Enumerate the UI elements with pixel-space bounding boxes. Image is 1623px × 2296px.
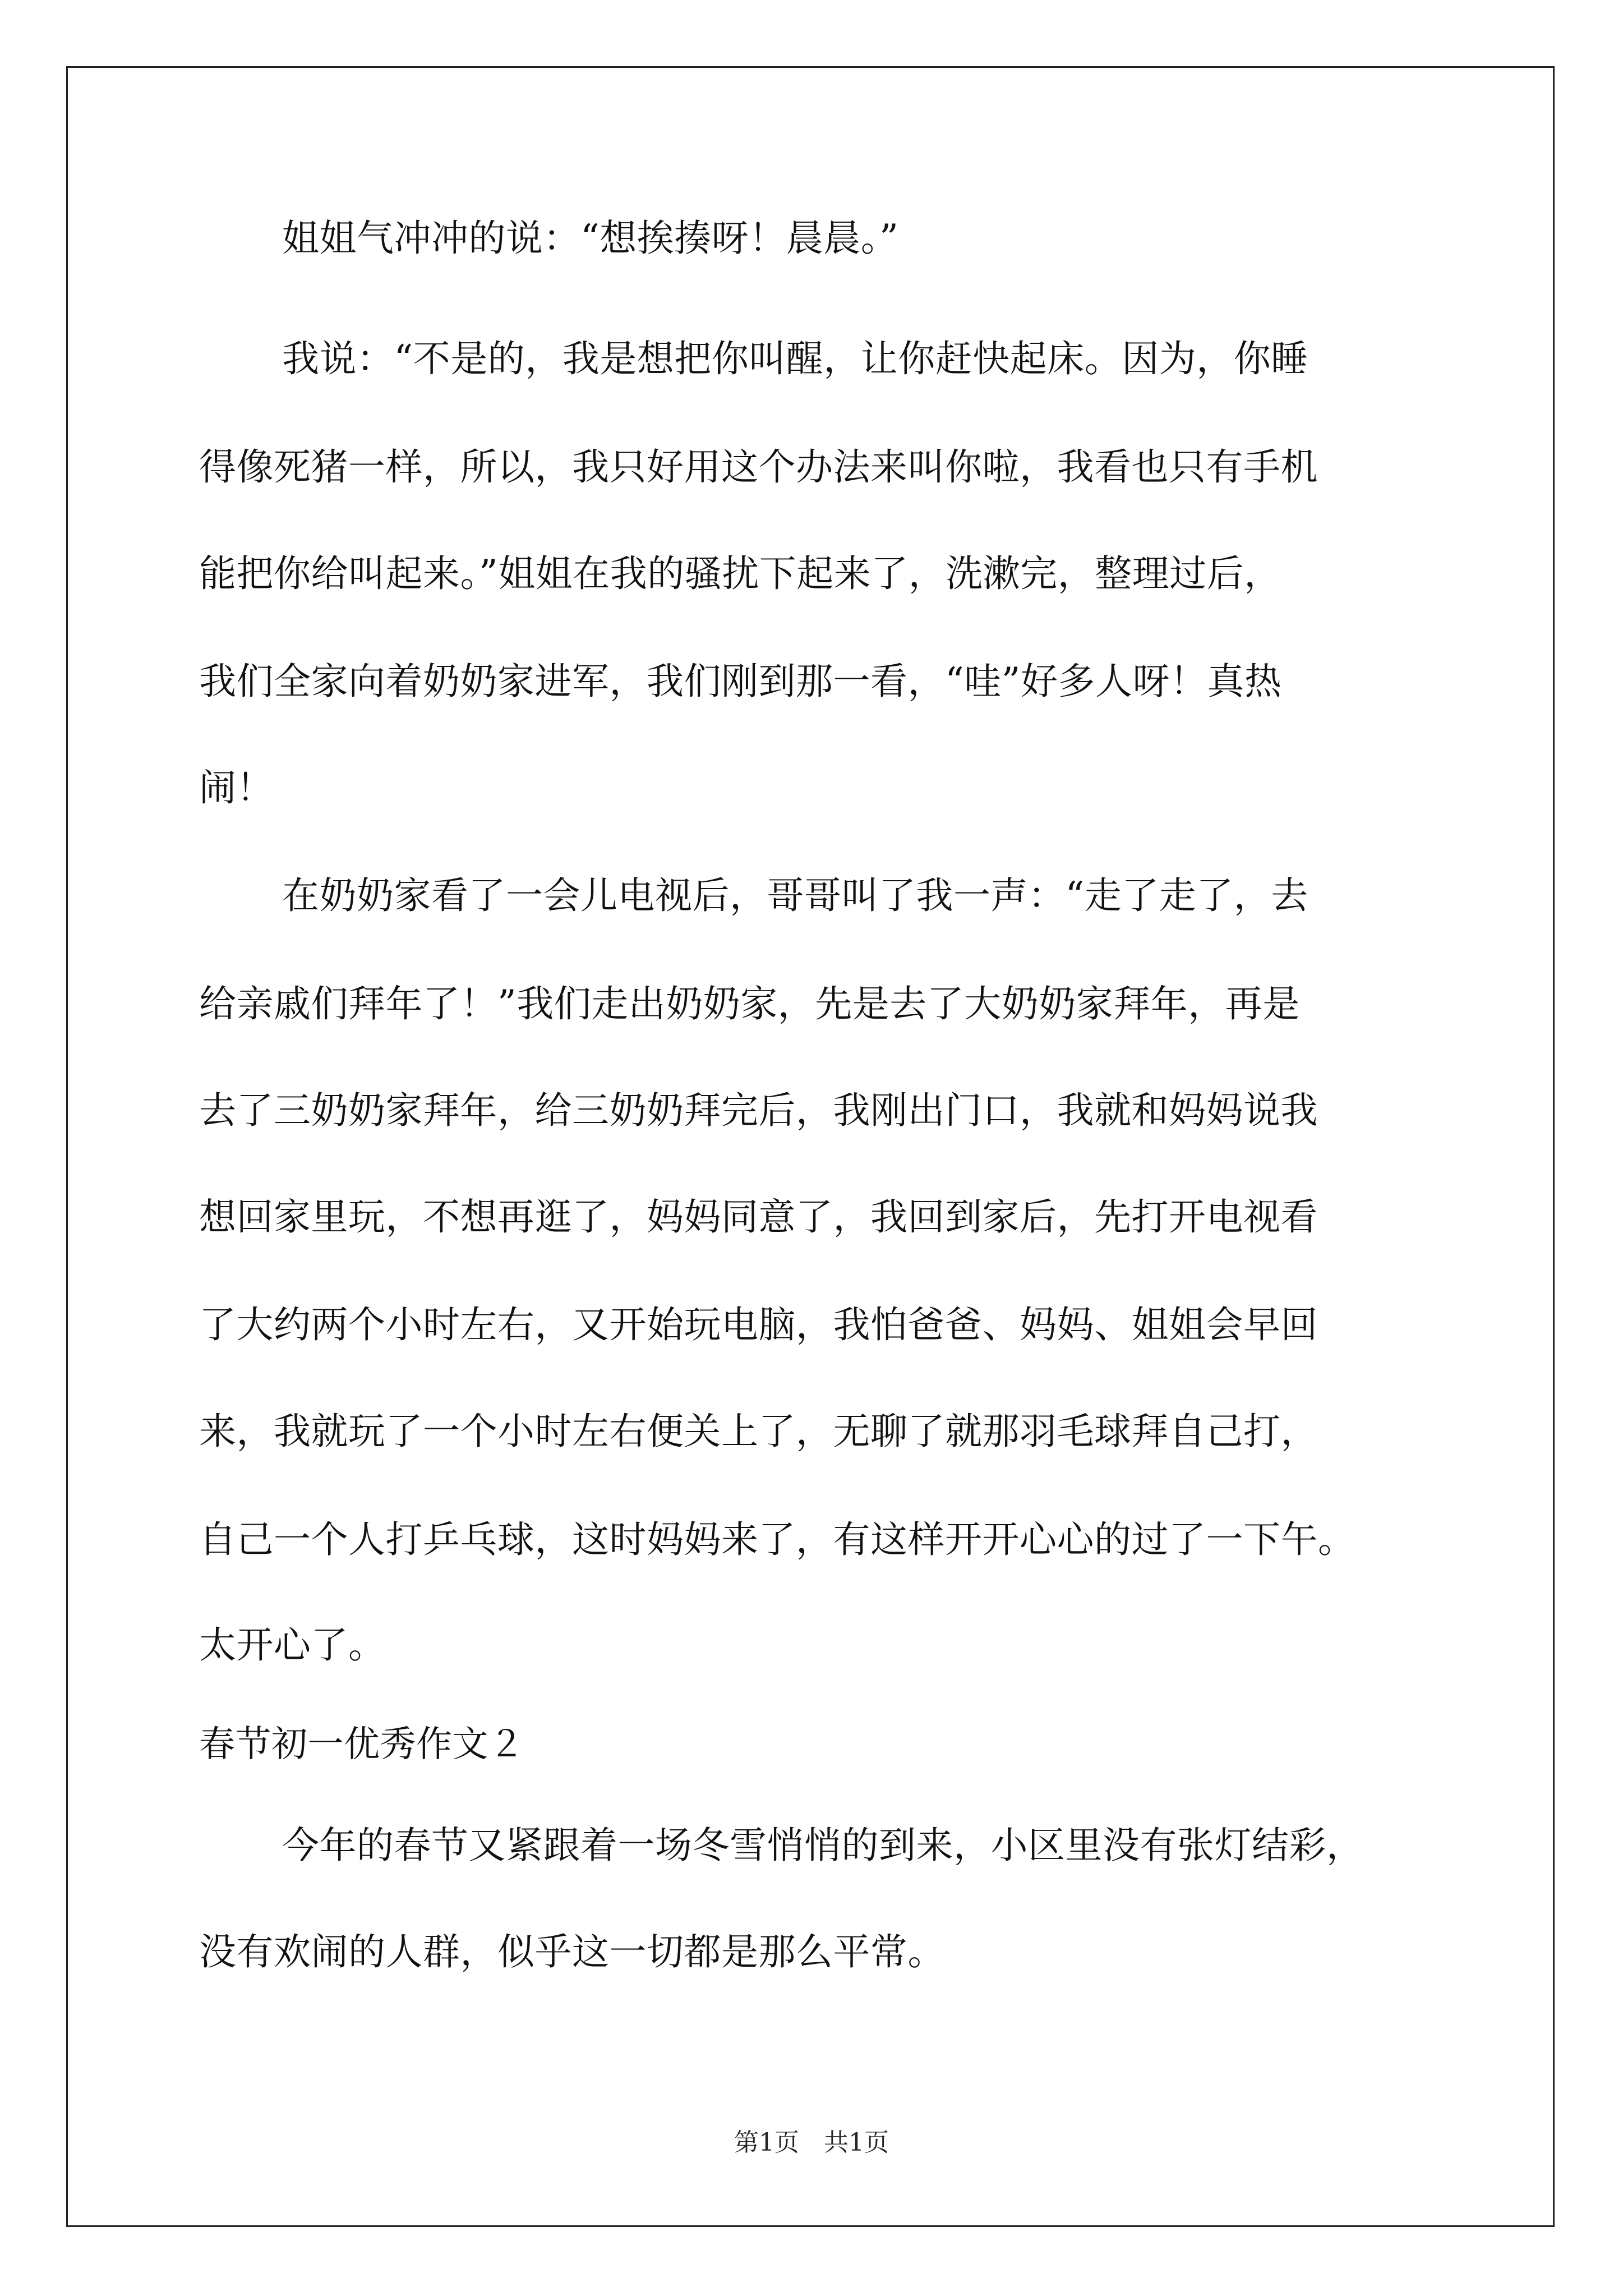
- page-border: [66, 66, 1555, 2227]
- section-heading: 春节初一优秀作文２: [199, 1724, 525, 1765]
- paragraph-line: 给亲戚们拜年了！”我们走出奶奶家，先是去了大奶奶家拜年，再是: [199, 982, 1300, 1025]
- paragraph-line: 得像死猪一样，所以，我只好用这个办法来叫你啦，我看也只有手机: [199, 445, 1318, 489]
- paragraph-line: 太开心了。: [199, 1623, 386, 1667]
- paragraph-line: 去了三奶奶家拜年，给三奶奶拜完后，我刚出门口，我就和妈妈说我: [199, 1089, 1318, 1132]
- paragraph-line: 想回家里玩，不想再逛了，妈妈同意了，我回到家后，先打开电视看: [199, 1195, 1318, 1239]
- paragraph-line: 我们全家向着奶奶家进军，我们刚到那一看，“哇”好多人呀！真热: [199, 660, 1282, 703]
- paragraph-line: 自己一个人打乒乓球，这时妈妈来了，有这样开开心心的过了一下午。: [199, 1518, 1355, 1561]
- paragraph-line: 今年的春节又紧跟着一场冬雪悄悄的到来，小区里没有张灯结彩，: [282, 1824, 1364, 1867]
- paragraph-line: 能把你给叫起来。”姐姐在我的骚扰下起来了，洗漱完，整理过后，: [199, 552, 1281, 595]
- paragraph-line: 姐姐气冲冲的说：“想挨揍呀！晨晨。”: [282, 217, 899, 260]
- paragraph-line: 了大约两个小时左右，又开始玩电脑，我怕爸爸、妈妈、姐姐会早回: [199, 1303, 1318, 1346]
- paragraph-line: 来，我就玩了一个小时左右便关上了，无聊了就那羽毛球拜自己打，: [199, 1410, 1318, 1453]
- paragraph-line: 闹！: [199, 766, 274, 809]
- page-footer: 第1页 共1页: [734, 2128, 889, 2157]
- paragraph-line: 我说：“不是的，我是想把你叫醒，让你赶快起床。因为，你睡: [282, 337, 1308, 380]
- paragraph-line: 在奶奶家看了一会儿电视后，哥哥叫了我一声：“走了走了，去: [282, 874, 1308, 917]
- paragraph-line: 没有欢闹的人群，似乎这一切都是那么平常。: [199, 1930, 945, 1973]
